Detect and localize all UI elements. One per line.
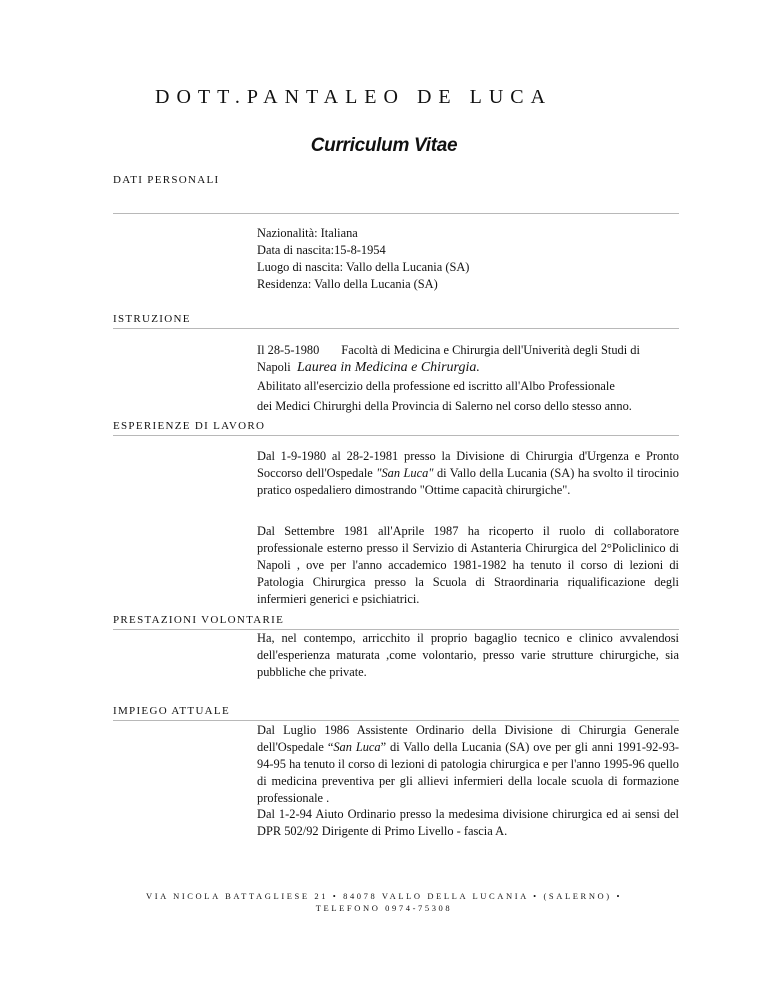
- nationality-line: Nazionalità: Italiana: [257, 226, 358, 240]
- author-name: DOTT.PANTALEO DE LUCA: [155, 86, 553, 108]
- volunteer-paragraph: [257, 630, 679, 681]
- current-paragraph-2: [257, 806, 679, 840]
- footer-address: [0, 890, 768, 914]
- section-heading-education: ISTRUZIONE: [113, 313, 191, 325]
- section-divider: [113, 213, 679, 214]
- section-divider: [113, 435, 679, 436]
- education-details: [257, 342, 679, 415]
- faculty-text: Facoltà di Medicina e Chirurgia dell'Univerità degli Studi di: [341, 343, 640, 357]
- section-heading-experience: ESPERIENZE DI LAVORO: [113, 420, 266, 432]
- section-heading-current: IMPIEGO ATTUALE: [113, 705, 230, 717]
- personal-details: [257, 225, 679, 293]
- experience-paragraph-2: [257, 523, 679, 608]
- section-heading-volunteer: PRESTAZIONI VOLONTARIE: [113, 614, 285, 626]
- experience-text-2: Dal Settembre 1981 all'Aprile 1987 ha ricoperto il ruolo di collaboratore professionale esterno presso il Servizio di Astanteria Chirurgica del 2°Policlinico di Napoli , ove per l'anno accademico 1981-1982 ha tenuto il corso di lezioni di Patologia Chirurgica presso la Scuola di Straordinaria riqualificazione degli infermieri generici e psichiatrici.: [257, 524, 679, 606]
- section-divider: [113, 720, 679, 721]
- hospital-name: "San Luca": [376, 466, 434, 480]
- birthdate-line: Data di nascita:15-8-1954: [257, 243, 386, 257]
- volunteer-text: Ha, nel contempo, arricchito il proprio bagaglio tecnico e clinico avvalendosi dell'esperienza maturata ,come volontario, presso varie strutture chirurgiche, sia pubbliche che private.: [257, 631, 679, 679]
- experience-text-b: di Vallo della Lucania (SA) ha svolto il tirocinio pratico ospedaliero dimostrando "Ottime capacità chirurgiche".: [257, 466, 680, 497]
- hospital-name-current: San Luca: [333, 740, 381, 754]
- residence-line: Residenza: Vallo della Lucania (SA): [257, 277, 438, 291]
- phone-line: TELEFONO 0974-75308: [315, 903, 453, 913]
- university-city: Napoli: [257, 360, 291, 374]
- current-text-b: ” di Vallo della Lucania (SA) ove per gli anni 1991-92-93-94-95 ha tenuto il corso di lezioni di patologia chirurgica e per l'anno 1995-96 quello di medicina preventiva per gli allievi infermieri della locale scuola di formazione professionale .: [257, 740, 680, 805]
- section-divider: [113, 328, 679, 329]
- license-line: Abilitato all'esercizio della professione ed iscritto all'Albo Professionale: [257, 379, 615, 393]
- section-heading-personal: DATI PERSONALI: [113, 174, 220, 186]
- address-line: VIA NICOLA BATTAGLIESE 21 • 84078 VALLO DELLA LUCANIA • (SALERNO) •: [145, 891, 623, 901]
- degree-title: Laurea in Medicina e Chirurgia.: [296, 360, 480, 375]
- graduation-date: Il 28-5-1980: [257, 343, 320, 357]
- document-title: Curriculum Vitae: [310, 135, 458, 156]
- current-paragraph-1: [257, 722, 679, 807]
- birthplace-line: Luogo di nascita: Vallo della Lucania (SA): [257, 260, 470, 274]
- current-text-2: Dal 1-2-94 Aiuto Ordinario presso la medesima divisione chirurgica ed ai sensi del DPR 502/92 Dirigente di Primo Livello - fascia A.: [257, 807, 679, 838]
- register-line: dei Medici Chirurghi della Provincia di Salerno nel corso dello stesso anno.: [257, 399, 632, 413]
- current-text-a: Dal Luglio 1986 Assistente Ordinario della Divisione di Chirurgia Generale dell'Ospedale “: [257, 723, 679, 754]
- experience-paragraph-1: [257, 448, 679, 499]
- experience-text-a: Dal 1-9-1980 al 28-2-1981 presso la Divisione di Chirurgia d'Urgenza e Pronto Soccorso dell'Ospedale: [257, 449, 679, 480]
